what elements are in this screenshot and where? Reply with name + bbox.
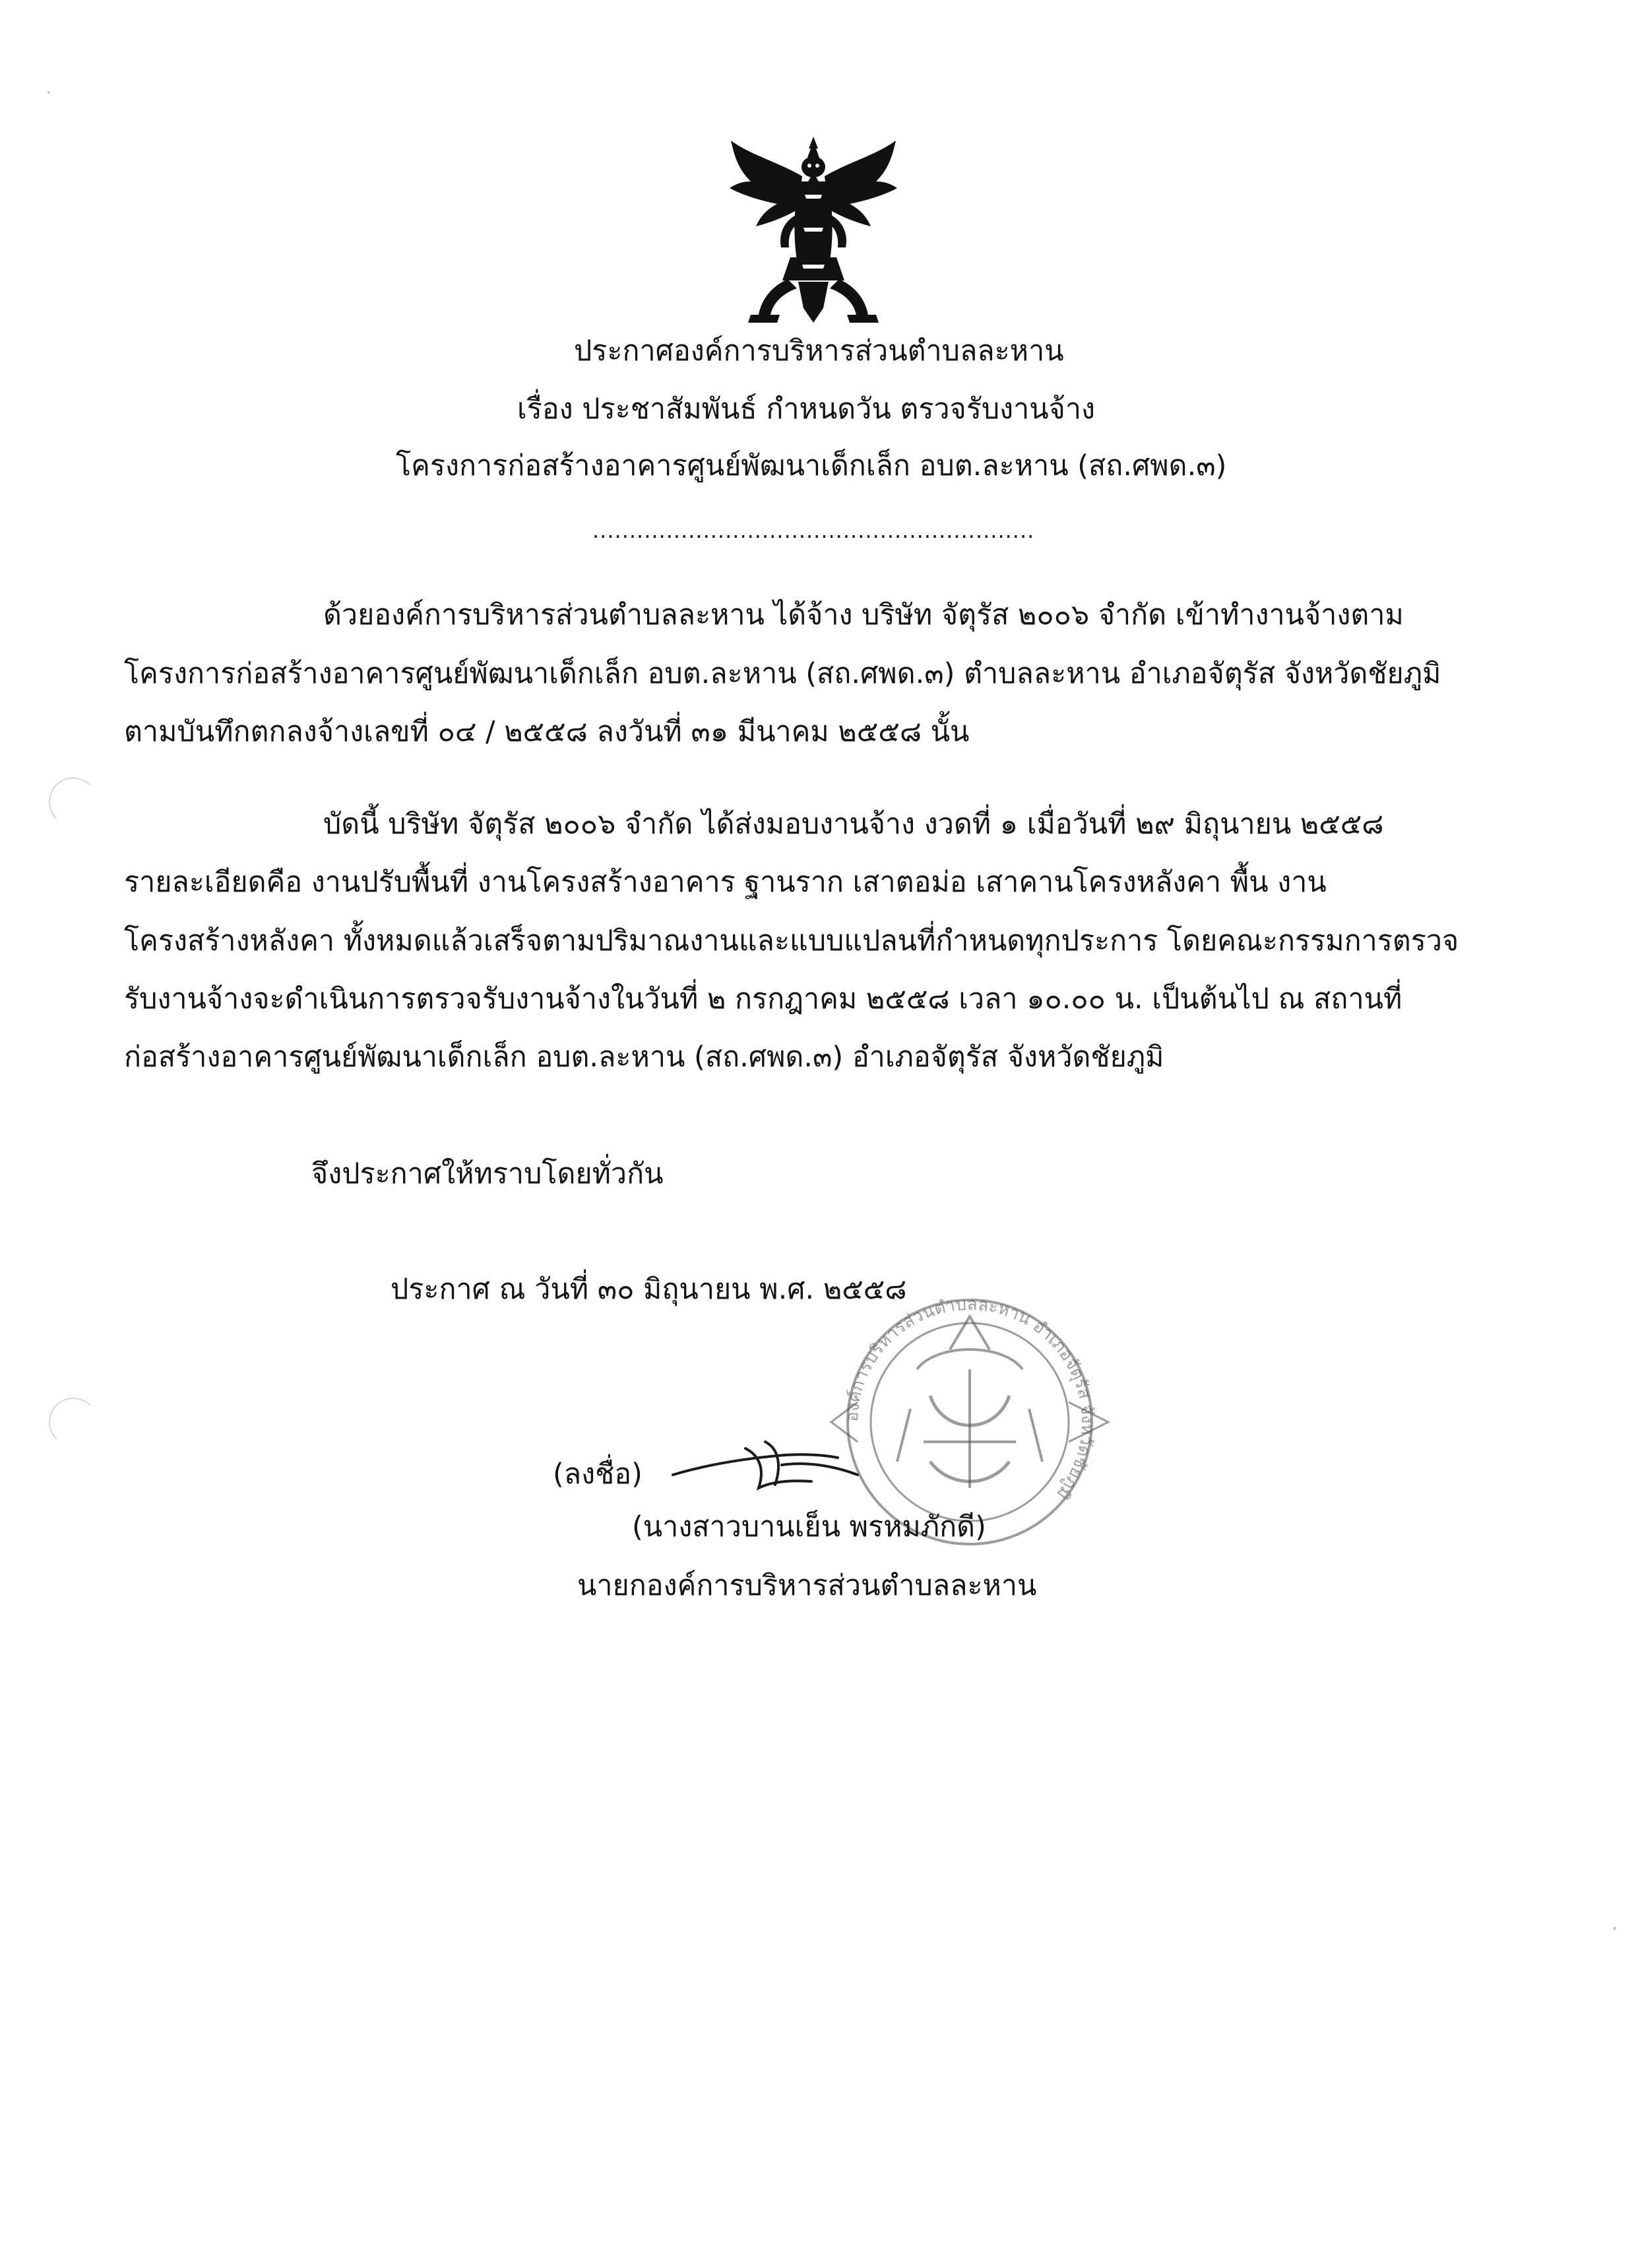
paragraph2-line3: โครงสร้างหลังคา ทั้งหมดแล้วเสร็จตามปริมาณงานและแบบแปลนที่กำหนดทุกประการ โดยคณะกรรมการตรวจ	[124, 924, 1459, 957]
closing-text: จึงประกาศให้ทราบโดยทั่วกัน	[311, 1157, 664, 1190]
signature-label: (ลงชื่อ)	[553, 1458, 643, 1491]
header-project: โครงการก่อสร้างอาคารศูนย์พัฒนาเด็กเล็ก อบต.ละหาน (สถ.ศพด.๓)	[396, 449, 1227, 482]
signatory-name: (นางสาวบานเย็น พรหมภักดี)	[632, 1510, 986, 1543]
signatory-position: นายกองค์การบริหารส่วนตำบลละหาน	[577, 1569, 1037, 1602]
punch-hole-mark	[49, 777, 98, 826]
handwritten-signature	[666, 1429, 904, 1501]
header-title: ประกาศองค์การบริหารส่วนตำบลละหาน	[574, 335, 1064, 368]
scan-speck	[1613, 1927, 1616, 1930]
paragraph2-line1: บัดนี้ บริษัท จัตุรัส ๒๐๐๖ จำกัด ได้ส่งมอบงานจ้าง งวดที่ ๑ เมื่อวันที่ ๒๙ มิถุนายน ๒๕๕๘	[323, 808, 1384, 841]
paragraph2-line5: ก่อสร้างอาคารศูนย์พัฒนาเด็กเล็ก อบต.ละหาน (สถ.ศพด.๓) อำเภอจัตุรัส จังหวัดชัยภูมิ	[124, 1041, 1164, 1074]
header-subject: เรื่อง ประชาสัมพันธ์ กำหนดวัน ตรวจรับงานจ้าง	[517, 393, 1096, 426]
header-divider: ............................................................	[592, 518, 1035, 543]
paragraph1-line2: โครงการก่อสร้างอาคารศูนย์พัฒนาเด็กเล็ก อบต.ละหาน (สถ.ศพด.๓) ตำบลละหาน อำเภอจัตุรัส จังหวัดชัยภูมิ	[124, 657, 1441, 690]
paragraph1-line1: ด้วยองค์การบริหารส่วนตำบลละหาน ได้จ้าง บริษัท จัตุรัส ๒๐๐๖ จำกัด เข้าทำงานจ้างตาม	[323, 599, 1404, 632]
paragraph2-line2: รายละเอียดคือ งานปรับพื้นที่ งานโครงสร้างอาคาร ฐานราก เสาตอม่อ เสาคานโครงหลังคา พื้น งาน	[124, 866, 1327, 899]
scan-speck	[47, 91, 50, 94]
seal-text: องค์การบริหารส่วนตำบลละหาน อำเภอจัตุรัส จังหวัดชัยภูมิ	[842, 1294, 1098, 1503]
paragraph1-line3: ตามบันทึกตกลงจ้างเลขที่ ๐๔ / ๒๕๕๘ ลงวันที่ ๓๑ มีนาคม ๒๕๕๘ นั้น	[124, 715, 970, 748]
punch-hole-mark	[49, 1398, 98, 1446]
garuda-emblem-icon	[724, 135, 902, 327]
announce-date: ประกาศ ณ วันที่ ๓๐ มิถุนายน พ.ศ. ๒๕๕๘	[391, 1273, 907, 1306]
paragraph2-line4: รับงานจ้างจะดำเนินการตรวจรับงานจ้างในวันที่ ๒ กรกฎาคม ๒๕๕๘ เวลา ๑๐.๐๐ น. เป็นต้นไป ณ สถานที่	[124, 983, 1402, 1016]
